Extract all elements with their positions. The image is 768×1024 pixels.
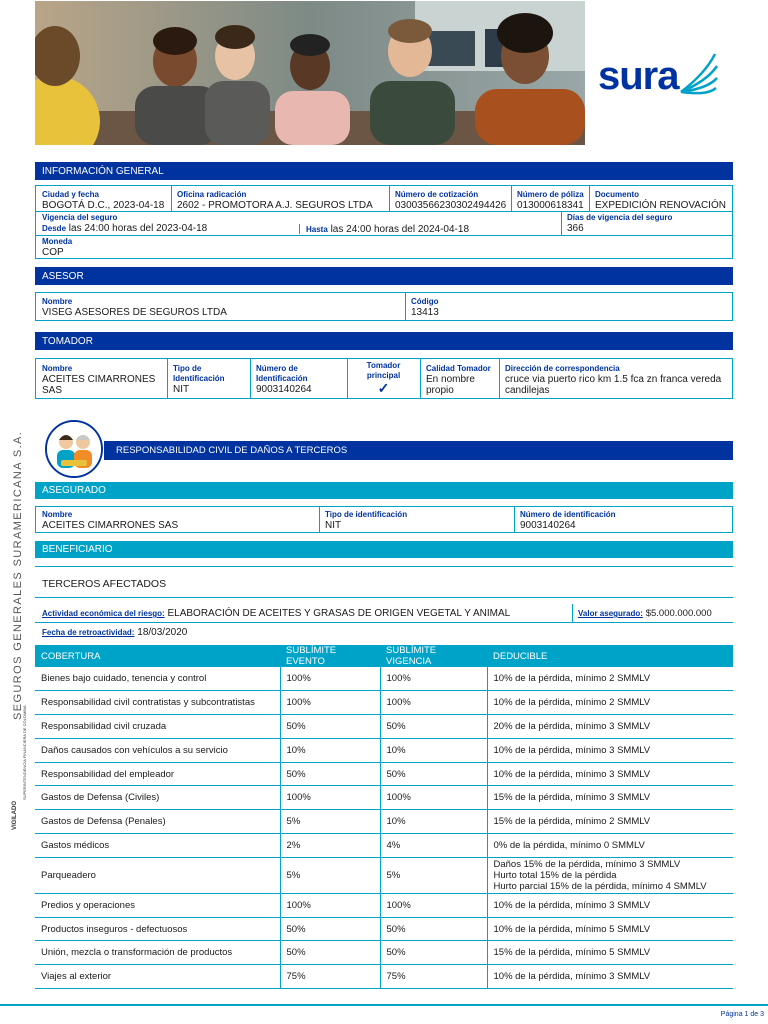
tomador-direccion-label: Dirección de correspondencia — [505, 364, 620, 373]
logo-wordmark: sura — [598, 54, 679, 98]
sublimite-vigencia: 5% — [380, 857, 487, 893]
hero-photo-illustration — [35, 1, 585, 145]
desde-label: Desde — [42, 224, 67, 233]
coverage-name: Parqueadero — [35, 857, 280, 893]
asegurado-box — [35, 506, 733, 533]
actividad-value: ELABORACIÓN DE ACEITES Y GRASAS DE ORIGEN VEGETAL Y ANIMAL — [167, 608, 511, 619]
sublimite-evento: 50% — [280, 762, 380, 786]
table-row — [35, 762, 733, 786]
vigencia-label: Vigencia del seguro — [42, 213, 118, 222]
deducible: 10% de la pérdida, mínimo 3 SMMLV — [487, 965, 733, 989]
moneda-value: COP — [42, 247, 64, 258]
oficina-label: Oficina radicación — [177, 190, 247, 199]
tomador-nombre-label: Nombre — [42, 364, 73, 373]
deducible: 15% de la pérdida, mínimo 3 SMMLV — [487, 786, 733, 810]
tomador-tipo-cell — [167, 364, 225, 395]
table-row — [35, 893, 733, 917]
table-row — [35, 786, 733, 810]
vigilado-label: VIGILADO — [12, 800, 18, 830]
documento-value: EXPEDICIÓN RENOVACIÓN — [595, 200, 726, 211]
sublimite-evento: 100% — [280, 786, 380, 810]
coverage-name: Daños causados con vehículos a su servicio — [35, 738, 280, 762]
table-row — [35, 715, 733, 739]
asegurado-nombre-label: Nombre — [42, 510, 73, 519]
section-general-header: INFORMACIÓN GENERAL — [35, 162, 733, 180]
oficina-value: 2602 - PROMOTORA A.J. SEGUROS LTDA — [177, 200, 373, 211]
tomador-nombre-value-1: ACEITES CIMARRONES — [42, 374, 156, 385]
tomador-box — [35, 358, 733, 399]
sublimite-evento: 5% — [280, 810, 380, 834]
rc-section-title — [104, 441, 733, 460]
coverage-table — [35, 645, 733, 989]
sublimite-evento: 5% — [280, 857, 380, 893]
deducible: 15% de la pérdida, mínimo 2 SMMLV — [487, 810, 733, 834]
cotizacion-value: 03003566230302494426 — [395, 200, 507, 211]
coverage-name: Gastos de Defensa (Civiles) — [35, 786, 280, 810]
documento-cell — [589, 190, 726, 211]
sura-logo — [598, 52, 719, 100]
sublimite-evento: 50% — [280, 941, 380, 965]
deducible: 10% de la pérdida, mínimo 3 SMMLV — [487, 762, 733, 786]
table-row — [35, 857, 733, 893]
asegurado-numero-label: Número de identificación — [520, 510, 616, 519]
coverage-name: Productos inseguros - defectuosos — [35, 917, 280, 941]
asegurado-numero-cell — [514, 510, 616, 531]
asesor-box — [35, 292, 733, 321]
table-row — [35, 667, 733, 691]
side-company-name: SEGUROS GENERALES SURAMERICANA S.A. — [12, 430, 24, 720]
dias-value: 366 — [567, 223, 584, 234]
sublimite-evento: 100% — [280, 691, 380, 715]
tomador-tipo-label-1: Tipo de — [173, 364, 202, 373]
tomador-principal-cell — [347, 361, 420, 395]
sublimite-vigencia: 100% — [380, 786, 487, 810]
coverage-header-deducible: DEDUCIBLE — [487, 645, 733, 667]
asegurado-nombre-value: ACEITES CIMARRONES SAS — [42, 520, 179, 531]
coverage-name: Gastos de Defensa (Penales) — [35, 810, 280, 834]
sublimite-vigencia: 50% — [380, 762, 487, 786]
table-row — [35, 965, 733, 989]
vigilado-sub: SUPERINTENDENCIA FINANCIERA DE COLOMBIA — [22, 705, 27, 800]
valor-asegurado-value: $5.000.000.000 — [645, 608, 712, 619]
tomador-calidad-value-1: En nombre — [426, 374, 475, 385]
hasta-cell — [300, 224, 469, 235]
asegurado-nombre-cell — [36, 510, 178, 531]
poliza-label: Número de póliza — [517, 190, 584, 199]
sublimite-evento: 50% — [280, 715, 380, 739]
deducible: 10% de la pérdida, mínimo 2 SMMLV — [487, 667, 733, 691]
logo-wing-icon — [679, 52, 719, 100]
hasta-label: Hasta — [306, 225, 328, 234]
poliza-value: 013000618341 — [517, 200, 584, 211]
tomador-numero-value: 9003140264 — [256, 384, 312, 395]
coverage-header-cobertura: COBERTURA — [35, 645, 280, 667]
sublimite-vigencia: 10% — [380, 810, 487, 834]
deducible: 0% de la pérdida, mínimo 0 SMMLV — [487, 834, 733, 858]
sublimite-evento: 2% — [280, 834, 380, 858]
dias-cell — [561, 213, 672, 234]
sublimite-vigencia: 4% — [380, 834, 487, 858]
section-asesor-header: ASESOR — [35, 267, 733, 285]
deducible: 10% de la pérdida, mínimo 2 SMMLV — [487, 691, 733, 715]
coverage-name: Bienes bajo cuidado, tenencia y control — [35, 667, 280, 691]
sublimite-vigencia: 50% — [380, 941, 487, 965]
section-beneficiario-header: BENEFICIARIO — [35, 541, 733, 558]
footer-line — [0, 1004, 768, 1006]
tomador-numero-label-1: Número de — [256, 364, 298, 373]
hasta-value: las 24:00 horas del 2024-04-18 — [330, 224, 470, 235]
table-row — [35, 738, 733, 762]
coverage-name: Unión, mezcla o transformación de productos — [35, 941, 280, 965]
coverage-header-sublimite-evento: SUBLÍMITE EVENTO — [280, 645, 380, 667]
sublimite-vigencia: 75% — [380, 965, 487, 989]
sublimite-vigencia: 10% — [380, 738, 487, 762]
ciudad-value: BOGOTÁ D.C., 2023-04-18 — [42, 200, 165, 211]
asesor-codigo-label: Código — [411, 297, 439, 306]
table-row — [35, 917, 733, 941]
vigencia-cell — [36, 213, 207, 234]
sublimite-evento: 10% — [280, 738, 380, 762]
tomador-numero-label-2: Identificación — [256, 374, 308, 383]
valor-asegurado-label: Valor asegurado: — [578, 609, 643, 618]
coverage-name: Responsabilidad civil contratistas y subcontratistas — [35, 691, 280, 715]
asegurado-tipo-value: NIT — [325, 520, 342, 531]
table-row — [35, 941, 733, 965]
moneda-cell — [36, 237, 72, 258]
coverage-name: Responsabilidad civil cruzada — [35, 715, 280, 739]
oficina-cell — [171, 190, 373, 211]
cotizacion-label: Número de cotización — [395, 190, 479, 199]
deducible: Daños 15% de la pérdida, mínimo 3 SMMLV Hurto total 15% de la pérdida Hurto parcial 15% de la pérdida, mínimo 4 SMMLV — [487, 857, 733, 893]
deducible: 10% de la pérdida, mínimo 3 SMMLV — [487, 893, 733, 917]
tomador-principal-label-2: principal — [366, 371, 401, 380]
coverage-header-row — [35, 645, 733, 667]
rc-people-icon — [45, 420, 103, 478]
tomador-calidad-label: Calidad Tomador — [426, 364, 491, 373]
deducible: 15% de la pérdida, mínimo 5 SMMLV — [487, 941, 733, 965]
tomador-direccion-cell — [499, 364, 721, 396]
asesor-nombre-label: Nombre — [42, 297, 73, 306]
coverage-name: Predios y operaciones — [35, 893, 280, 917]
sublimite-vigencia: 50% — [380, 917, 487, 941]
section-tomador-header: TOMADOR — [35, 332, 733, 350]
tomador-nombre-value-2: SAS — [42, 385, 63, 396]
dias-label: Días de vigencia del seguro — [567, 213, 673, 222]
deducible: 10% de la pérdida, mínimo 5 SMMLV — [487, 917, 733, 941]
tomador-numero-cell — [250, 364, 312, 395]
section-asegurado-header: ASEGURADO — [35, 482, 733, 499]
desde-value: las 24:00 horas del 2023-04-18 — [68, 223, 208, 234]
coverage-name: Viajes al exterior — [35, 965, 280, 989]
poliza-cell — [511, 190, 584, 211]
coverage-name: Gastos médicos — [35, 834, 280, 858]
checkmark-icon: ✓ — [377, 380, 390, 396]
general-info-box — [35, 185, 733, 259]
hero-photo — [35, 1, 585, 145]
sublimite-vigencia: 100% — [380, 893, 487, 917]
table-row — [35, 691, 733, 715]
sublimite-evento: 100% — [280, 667, 380, 691]
tomador-calidad-cell — [420, 364, 491, 396]
asegurado-tipo-label: Tipo de identificación — [325, 510, 408, 519]
deducible: 10% de la pérdida, mínimo 3 SMMLV — [487, 738, 733, 762]
sublimite-evento: 75% — [280, 965, 380, 989]
sublimite-evento: 50% — [280, 917, 380, 941]
moneda-label: Moneda — [42, 237, 73, 246]
tomador-tipo-label-2: Identificación — [173, 374, 225, 383]
asesor-codigo-cell — [405, 297, 439, 318]
deducible: 20% de la pérdida, mínimo 3 SMMLV — [487, 715, 733, 739]
coverage-header-sublimite-vigencia: SUBLÍMITE VIGENCIA — [380, 645, 487, 667]
valor-asegurado-row — [578, 608, 712, 619]
actividad-label: Actividad económica del riesgo: — [42, 609, 165, 618]
ciudad-cell — [36, 190, 164, 211]
asesor-codigo-value: 13413 — [411, 307, 439, 318]
tomador-principal-label-1: Tomador — [366, 361, 401, 370]
page-number: Página 1 de 3 — [720, 1011, 764, 1018]
asegurado-numero-value: 9003140264 — [520, 520, 576, 531]
asesor-nombre-cell — [36, 297, 227, 318]
rc-title-text: RESPONSABILIDAD CIVIL DE DAÑOS A TERCEROS — [116, 445, 348, 456]
sublimite-vigencia: 100% — [380, 691, 487, 715]
asesor-nombre-value: VISEG ASESORES DE SEGUROS LTDA — [42, 307, 227, 318]
coverage-name: Responsabilidad del empleador — [35, 762, 280, 786]
sublimite-vigencia: 50% — [380, 715, 487, 739]
tomador-tipo-value: NIT — [173, 384, 190, 395]
tomador-direccion-value-1: cruce via puerto rico km 1.5 fca zn franca vereda — [505, 374, 722, 385]
cotizacion-cell — [389, 190, 506, 211]
sublimite-evento: 100% — [280, 893, 380, 917]
actividad-row — [42, 608, 510, 619]
tomador-calidad-value-2: propio — [426, 385, 454, 396]
retroactividad-value: 18/03/2020 — [137, 627, 188, 638]
table-row — [35, 810, 733, 834]
retroactividad-label: Fecha de retroactividad: — [42, 628, 135, 637]
table-row — [35, 834, 733, 858]
tomador-direccion-value-2: candilejas — [505, 385, 550, 396]
people-illustration-icon — [47, 422, 101, 476]
asegurado-tipo-cell — [319, 510, 407, 531]
retroactividad-row — [42, 627, 187, 638]
beneficiario-value: TERCEROS AFECTADOS — [42, 578, 167, 590]
ciudad-label: Ciudad y fecha — [42, 190, 99, 199]
tomador-nombre-cell — [36, 364, 155, 396]
documento-label: Documento — [595, 190, 639, 199]
sublimite-vigencia: 100% — [380, 667, 487, 691]
